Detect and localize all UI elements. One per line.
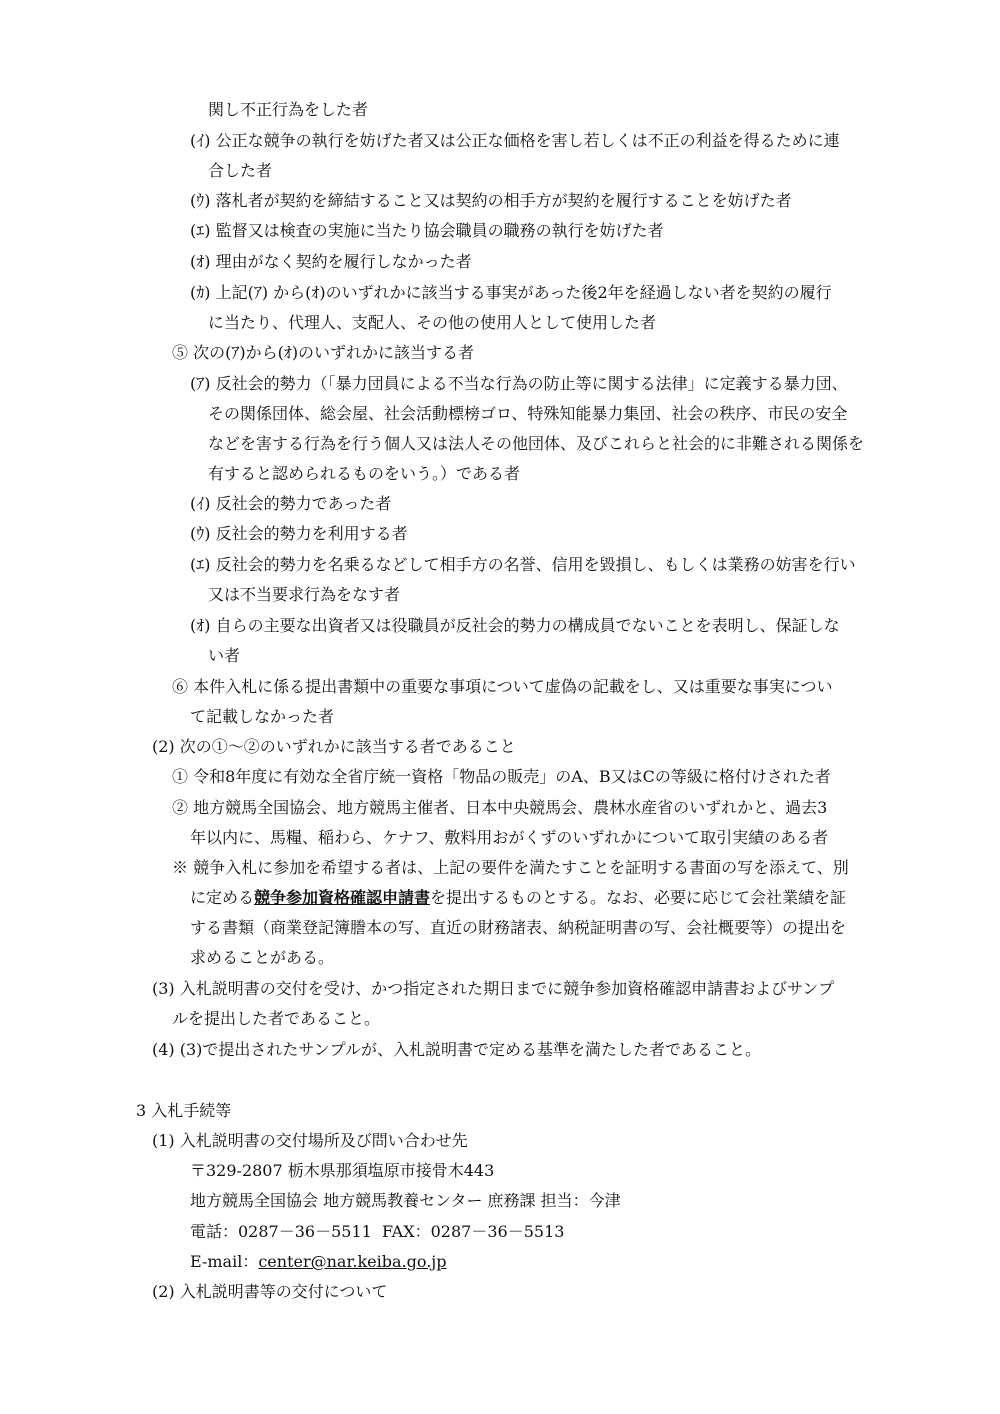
text-line: ① 令和8年度に有効な全省庁統一資格「物品の販売」のA、B又はCの等級に格付けされた者 [172,767,831,786]
text-line: (2) 入札説明書等の交付について [152,1282,388,1301]
text-segment: に定める [190,888,255,907]
text-line: に当たり、代理人、支配人、その他の使用人として使用した者 [208,313,657,332]
text-line: (1) 入札説明書の交付場所及び問い合わせ先 [152,1131,468,1150]
text-line: (ｲ) 公正な競争の執行を妨げた者又は公正な価格を害し若しくは不正の利益を得るために連 [190,131,840,150]
text-line: 関し不正行為をした者 [208,100,369,119]
email-label: E-mail： [190,1252,259,1271]
text-line: (ｳ) 反社会的勢力を利用する者 [190,524,408,543]
text-line: て記載しなかった者 [190,707,335,726]
text-line: (ｴ) 監督又は検査の実施に当たり協会職員の職務の執行を妨げた者 [190,221,664,240]
text-line: ② 地方競馬全国協会、地方競馬主催者、日本中央競馬会、農林水産省のいずれかと、過去3 [172,798,828,817]
text-line: (ｳ) 落札者が契約を締結すること又は契約の相手方が契約を履行することを妨げた者 [190,191,792,210]
text-line: (ｵ) 理由がなく契約を履行しなかった者 [190,252,472,271]
text-line: ※ 競争入札に参加を希望する者は、上記の要件を満たすことを証明する書面の写を添えて、別 [172,858,849,877]
text-line-with-keyword [190,887,846,909]
text-line: (ｶ) 上記(ｱ) から(ｵ)のいずれかに該当する事実があった後2年を経過しない者を契約の履行 [190,283,832,302]
text-line: (ｲ) 反社会的勢力であった者 [190,494,392,513]
application-form-keyword: 競争参加資格確認申請書 [254,888,431,907]
text-line: (ｴ) 反社会的勢力を名乗るなどして相手方の名誉、信用を毀損し、もしくは業務の妨害を行い [190,555,856,574]
postal-address: 〒329-2807 栃木県那須塩原市接骨木443 [190,1161,495,1180]
text-line: (ｱ) 反社会的勢力（「暴力団員による不当な行為の防止等に関する法律」に定義する暴力団、 [190,374,848,393]
text-line: (ｵ) 自らの主要な出資者又は役職員が反社会的勢力の構成員でないことを表明し、保証しな [190,616,840,635]
text-line: ⑤ 次の(ｱ)から(ｵ)のいずれかに該当する者 [172,343,475,362]
email-link[interactable]: center@nar.keiba.go.jp [258,1252,447,1271]
email-line [190,1251,446,1273]
section-heading: 3 入札手続等 [136,1101,232,1120]
contact-office: 地方競馬全国協会 地方競馬教養センター 庶務課 担当：今津 [190,1191,621,1210]
text-line: する書類（商業登記簿謄本の写、直近の財務諸表、納税証明書の写、会社概要等）の提出を [190,918,847,937]
text-line: ⑥ 本件入札に係る提出書類中の重要な事項について虚偽の記載をし、又は重要な事実につい [172,677,833,696]
text-line: 求めることがある。 [190,948,335,967]
text-line: ルを提出した者であること。 [172,1009,381,1028]
phone-fax: 電話：0287－36－5511 FAX：0287－36－5513 [190,1222,565,1241]
text-line: 年以内に、馬糧、稲わら、ケナフ、敷料用おがくずのいずれかについて取引実績のある者 [190,828,829,847]
text-line: などを害する行為を行う個人又は法人その他団体、及びこれらと社会的に非難される関係を [208,434,865,453]
text-line: (3) 入札説明書の交付を受け、かつ指定された期日までに競争参加資格確認申請書およびサンプ [152,979,835,998]
text-line: 有すると認められるものをいう。）である者 [208,464,521,483]
text-line: その関係団体、総会屋、社会活動標榜ゴロ、特殊知能暴力集団、社会の秩序、市民の安全 [208,404,848,423]
text-line: 合した者 [208,161,273,180]
text-segment: を提出するものとする。なお、必要に応じて会社業績を証 [430,888,847,907]
text-line: (2) 次の①～②のいずれかに該当する者であること [152,737,516,756]
text-line: い者 [208,646,241,665]
text-line: 又は不当要求行為をなす者 [208,585,401,604]
text-line: (4) (3)で提出されたサンプルが、入札説明書で定める基準を満たした者であること。 [152,1040,761,1059]
